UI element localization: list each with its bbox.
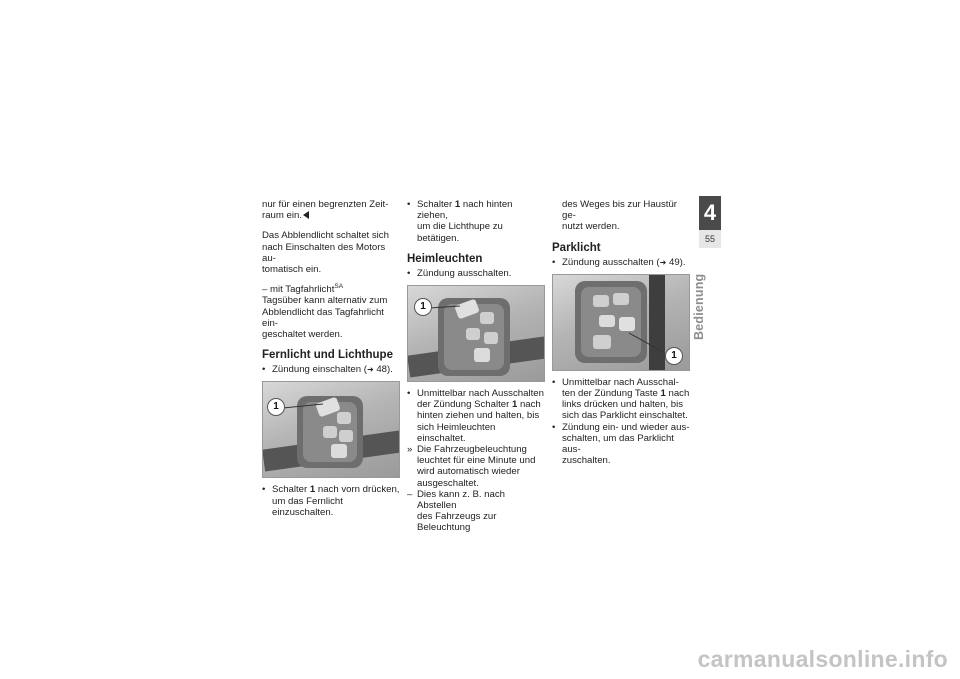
photo-handlebar-switch-3	[552, 274, 690, 371]
list-item: • Unmittelbar nach Ausschalten der Zündung Schalter 1 nach hinten ziehen und halten, bis sich Heimleuchten einschaltet.	[407, 388, 544, 444]
list-item: • Schalter 1 nach vorn drücken, um das Fernlicht einzuschalten.	[262, 484, 400, 518]
end-of-section-icon	[303, 211, 309, 219]
callout-1: 1	[267, 398, 285, 416]
special-equipment-mark: SA	[334, 283, 344, 291]
callout-1: 1	[414, 298, 432, 316]
photo-handlebar-switch-1	[262, 381, 400, 478]
page-reference-arrow-icon: ➜	[659, 257, 667, 267]
paragraph-continuation: nur für einen begrenzten Zeit- raum ein.	[262, 199, 389, 222]
list-item: • Zündung ausschalten (➜ 49).	[552, 256, 686, 268]
paragraph-low-beam: Das Abblendlicht schaltet sich nach Einschalten des Motors au- tomatisch ein.	[262, 230, 389, 276]
result-item: » Die Fahrzeugbeleuchtung leuchtet für eine Minute und wird automatisch wieder ausgeschaltet.	[407, 444, 536, 489]
column-3	[552, 199, 690, 466]
column-2	[407, 199, 545, 534]
heading-parking-light: Parklicht	[552, 241, 601, 254]
photo-handlebar-switch-2	[407, 285, 545, 382]
watermark: carmanualsonline.info	[697, 646, 948, 672]
paragraph-daytime-light: Tagsüber kann alternativ zum Abblendlicht das Tagfahrlicht ein- geschaltet werden.	[262, 295, 388, 341]
list-item: • Zündung ein- und wieder aus- schalten, um das Parklicht aus- zuschalten.	[552, 421, 690, 467]
chapter-tab	[699, 196, 721, 248]
chapter-title: Bedienung	[692, 273, 706, 340]
heading-home-lights: Heimleuchten	[407, 252, 483, 265]
callout-1: 1	[665, 347, 683, 365]
note-continuation: des Weges bis zur Haustür ge- nutzt werden.	[562, 199, 677, 233]
list-item: • Zündung ausschalten.	[407, 267, 512, 279]
option-line: – mit Tagfahrlicht$^{SA}$	[262, 283, 344, 296]
list-item: • Unmittelbar nach Ausschal- ten der Zündung Taste 1 nach links drücken und halten, bis sich das Parklicht einschaltet.	[552, 376, 690, 422]
list-item: • Schalter 1 nach hinten ziehen, um die Lichthupe zu betätigen.	[407, 199, 513, 244]
note-item: – Dies kann z. B. nach Abstellen des Fahrzeugs zur Beleuchtung	[407, 488, 505, 534]
page-reference-arrow-icon: ➜	[366, 365, 374, 375]
page-number: 55	[699, 230, 721, 248]
chapter-number: 4	[699, 196, 721, 230]
list-item: • Zündung einschalten (➜ 48).	[262, 364, 393, 376]
column-1	[262, 199, 400, 518]
heading-high-beam: Fernlicht und Lichthupe	[262, 349, 393, 362]
